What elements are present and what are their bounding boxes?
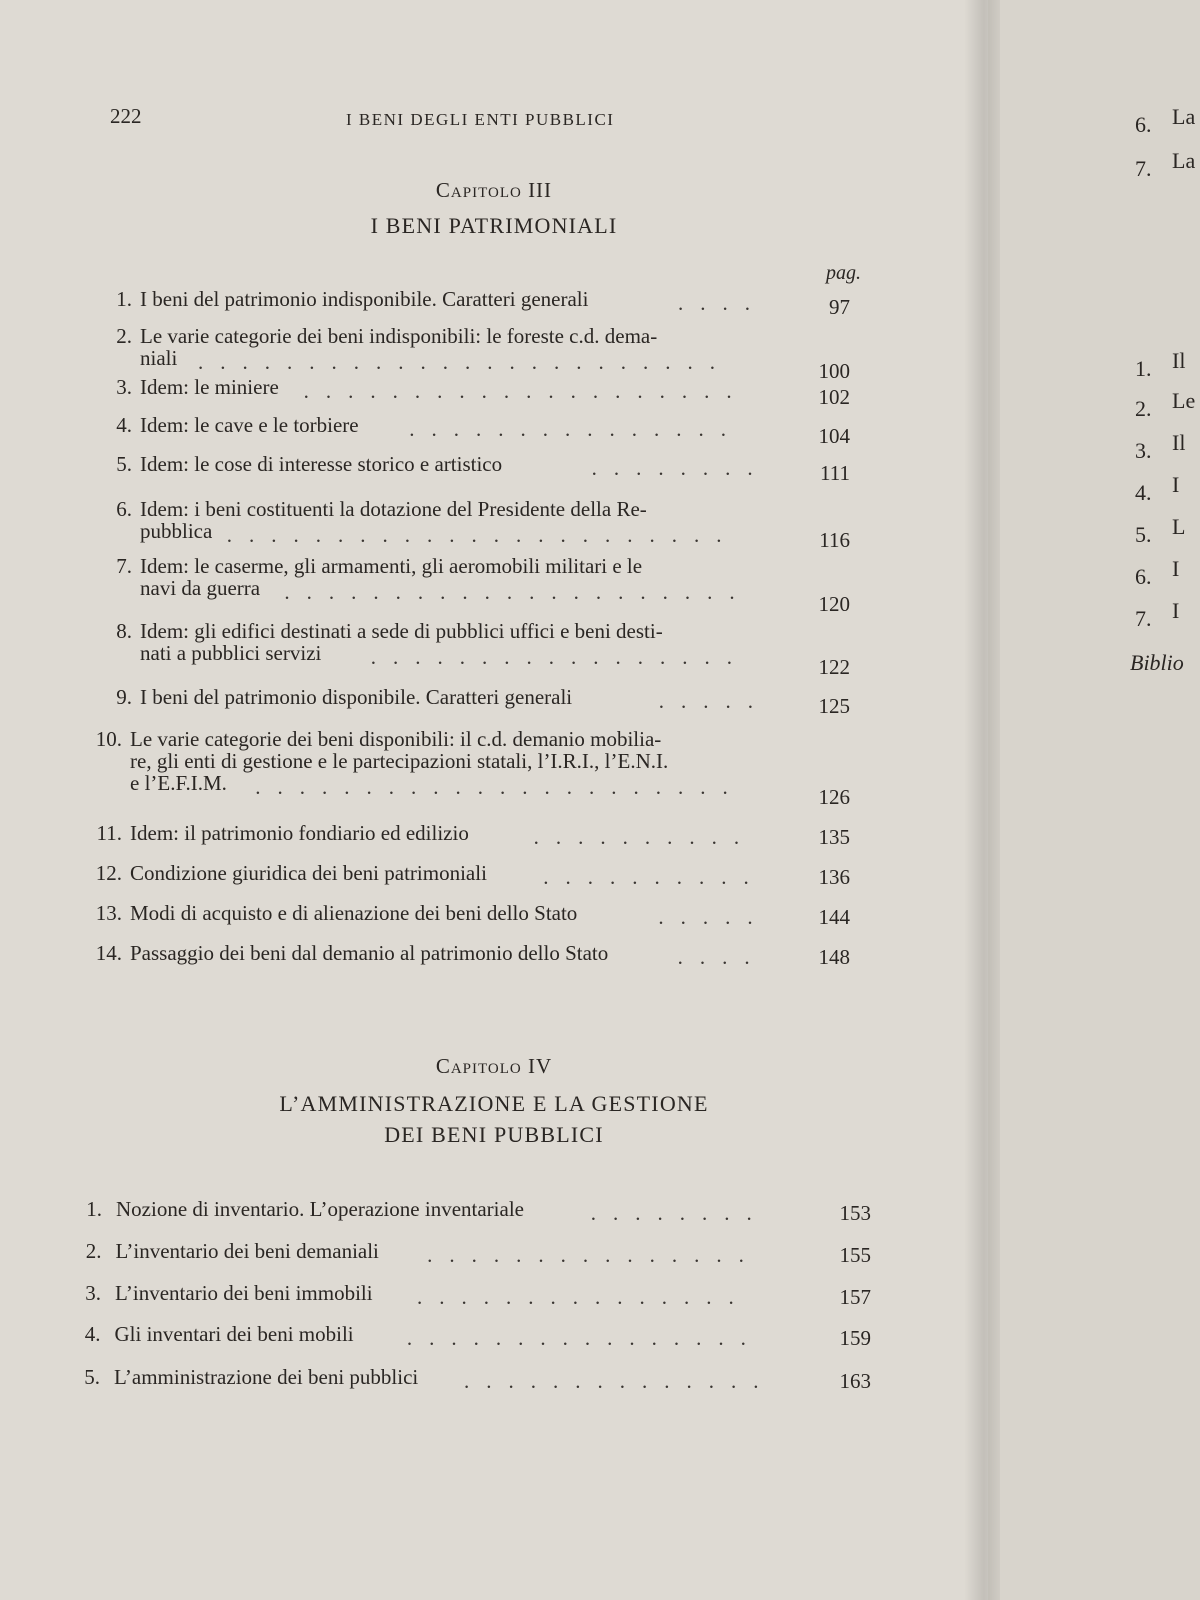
leader-dots: ..... xyxy=(658,905,770,929)
leader-dots: ............... xyxy=(409,417,743,441)
right-page-entry-text: I xyxy=(1172,472,1180,497)
leader-dots: ....................... xyxy=(226,523,739,547)
leader-dots: ............... xyxy=(417,1285,751,1309)
leader-dots: .... xyxy=(677,945,767,969)
toc-entry-title: Idem: i beni costituenti la dotazione del Presidente della Re- xyxy=(140,497,647,521)
toc-entry-number: 2. xyxy=(85,1239,102,1263)
leader-dots: ........................ xyxy=(198,350,732,374)
right-page-entry-number: 4. xyxy=(1135,480,1152,505)
chapter-4-title-line-1: L’AMMINISTRAZIONE E LA GESTIONE xyxy=(279,1091,709,1116)
right-page-entry-text: Il xyxy=(1172,348,1186,373)
right-page-entry-text: Il xyxy=(1172,430,1186,455)
toc-entry-page: 159 xyxy=(839,1326,871,1350)
right-page-entry-text: La xyxy=(1172,104,1196,129)
leader-dots: ............... xyxy=(427,1243,761,1267)
right-page-entry-text: Le xyxy=(1172,388,1196,413)
leader-dots: ...................... xyxy=(255,775,745,799)
toc-entry-title: Idem: le cave e le torbiere xyxy=(140,413,359,437)
toc-entry-title: L’inventario dei beni immobili xyxy=(115,1281,373,1305)
toc-entry-number: 12. xyxy=(95,861,122,885)
right-page xyxy=(988,0,1200,1600)
toc-entry-title: Idem: le cose di interesse storico e artistico xyxy=(140,452,503,476)
toc-entry-number: 2. xyxy=(116,324,132,348)
toc-entry-title: Condizione giuridica dei beni patrimoniali xyxy=(130,861,487,885)
toc-entry-title: Le varie categorie dei beni indisponibili: le foreste c.d. dema- xyxy=(140,324,658,348)
right-page-entry-number: 7. xyxy=(1135,156,1152,181)
toc-entry-title: I beni del patrimonio indisponibile. Caratteri generali xyxy=(140,287,589,311)
toc-entry-title: Idem: le miniere xyxy=(140,375,279,399)
pag-column-label: pag. xyxy=(826,262,861,284)
page-number: 222 xyxy=(110,104,142,128)
toc-entry-number: 1. xyxy=(86,1197,102,1221)
toc-entry-page: 116 xyxy=(819,528,850,552)
toc-entry-number: 5. xyxy=(84,1365,100,1389)
toc-entry-title-continued: nati a pubblici servizi xyxy=(140,641,322,665)
right-page-entry-text: I xyxy=(1172,556,1180,581)
chapter-3-label: Capitolo III xyxy=(435,178,553,202)
right-page-entry-number: 1. xyxy=(1135,356,1152,381)
toc-entry-title: L’inventario dei beni demaniali xyxy=(115,1239,379,1263)
right-page-entry-number: 7. xyxy=(1135,606,1152,631)
toc-entry-number: 14. xyxy=(95,941,122,965)
toc-entry-number: 1. xyxy=(116,287,132,311)
toc-entry-page: 155 xyxy=(839,1243,871,1267)
leader-dots: ................ xyxy=(406,1326,763,1350)
toc-entry-page: 120 xyxy=(818,592,850,616)
leader-dots: .......... xyxy=(543,865,766,889)
toc-entry-page: 153 xyxy=(839,1201,871,1225)
leader-dots: ........ xyxy=(590,1201,769,1225)
toc-entry-number: 4. xyxy=(116,413,132,437)
toc-entry-title: L’amministrazione dei beni pubblici xyxy=(114,1365,419,1389)
toc-entry-page: 122 xyxy=(818,655,850,679)
leader-dots: ................. xyxy=(370,645,750,669)
toc-entry-title: Idem: gli edifici destinati a sede di pubblici uffici e beni desti- xyxy=(140,619,663,643)
toc-entry-number: 10. xyxy=(95,727,122,751)
right-page-entry-number: 2. xyxy=(1135,396,1152,421)
toc-entry-page: 148 xyxy=(818,945,850,969)
running-title: I BENI DEGLI ENTI PUBBLICI xyxy=(346,110,615,129)
toc-entry-title-continued: pubblica xyxy=(140,519,213,543)
toc-entry-page: 157 xyxy=(839,1285,871,1309)
right-page-entry-number: 3. xyxy=(1135,438,1152,463)
chapter-4-title-line-2: DEI BENI PUBBLICI xyxy=(384,1122,604,1147)
leader-dots: .... xyxy=(678,291,767,315)
toc-entry-number: 3. xyxy=(116,375,132,399)
right-page-entry-text: La xyxy=(1172,148,1196,173)
toc-entry-page: 144 xyxy=(818,905,850,929)
toc-entry-page: 136 xyxy=(818,865,850,889)
right-page-biblio: Biblio xyxy=(1130,650,1184,675)
toc-entry-page: 163 xyxy=(839,1369,871,1393)
chapter-3-title: I BENI PATRIMONIALI xyxy=(370,213,618,238)
toc-entry-number: 3. xyxy=(85,1281,101,1305)
toc-entry-page: 102 xyxy=(818,385,850,409)
toc-entry-title: Modi di acquisto e di alienazione dei beni dello Stato xyxy=(130,901,578,925)
right-page-entry-number: 6. xyxy=(1135,564,1152,589)
toc-entry-page: 97 xyxy=(829,295,850,319)
chapter-4-label: Capitolo IV xyxy=(435,1054,553,1078)
right-page-entry-number: 5. xyxy=(1135,522,1152,547)
toc-entry-page: 125 xyxy=(818,694,850,718)
toc-entry-title: Nozione di inventario. L’operazione inventariale xyxy=(116,1197,524,1221)
toc-entry-title-continued: niali xyxy=(140,346,178,370)
toc-entry-title: Le varie categorie dei beni disponibili: il c.d. demanio mobilia- xyxy=(130,727,662,751)
leader-dots: ..................... xyxy=(284,580,752,604)
leader-dots: ........ xyxy=(591,456,770,480)
toc-entry-number: 5. xyxy=(116,452,132,476)
toc-entry-page: 135 xyxy=(818,825,850,849)
toc-entry-number: 8. xyxy=(116,619,132,643)
toc-entry-page: 126 xyxy=(818,785,850,809)
toc-entry-title: Idem: le caserme, gli armamenti, gli aeromobili militari e le xyxy=(140,554,643,578)
leader-dots: .............. xyxy=(464,1369,776,1393)
leader-dots: .................... xyxy=(303,379,749,403)
toc-entry-title: Passaggio dei beni dal demanio al patrimonio dello Stato xyxy=(130,941,609,965)
toc-entry-title: I beni del patrimonio disponibile. Caratteri generali xyxy=(140,685,573,709)
toc-entry-number: 4. xyxy=(84,1322,101,1346)
toc-entry-number: 11. xyxy=(96,821,122,845)
toc-entry-title-continued: e l’E.F.I.M. xyxy=(130,771,227,795)
toc-entry-number: 13. xyxy=(95,901,122,925)
toc-entry-number: 6. xyxy=(116,497,132,521)
leader-dots: .......... xyxy=(533,825,757,849)
toc-entry-page: 111 xyxy=(820,461,850,485)
toc-entry-title-continued: re, gli enti di gestione e le partecipazioni statali, l’I.R.I., l’E.N.I. xyxy=(130,749,669,773)
right-page-entry-text: I xyxy=(1172,598,1180,623)
toc-entry-number: 9. xyxy=(116,685,132,709)
toc-entry-page: 104 xyxy=(818,424,850,448)
toc-entry-title: Idem: il patrimonio fondiario ed edilizio xyxy=(130,821,469,845)
toc-entry-page: 100 xyxy=(818,359,850,383)
toc-entry-title-continued: navi da guerra xyxy=(140,576,261,600)
toc-entry-title: Gli inventari dei beni mobili xyxy=(114,1322,354,1346)
right-page-entry-number: 6. xyxy=(1135,112,1152,137)
right-page-entry-text: L xyxy=(1172,514,1186,539)
toc-entry-number: 7. xyxy=(116,554,132,578)
leader-dots: ..... xyxy=(658,689,771,713)
